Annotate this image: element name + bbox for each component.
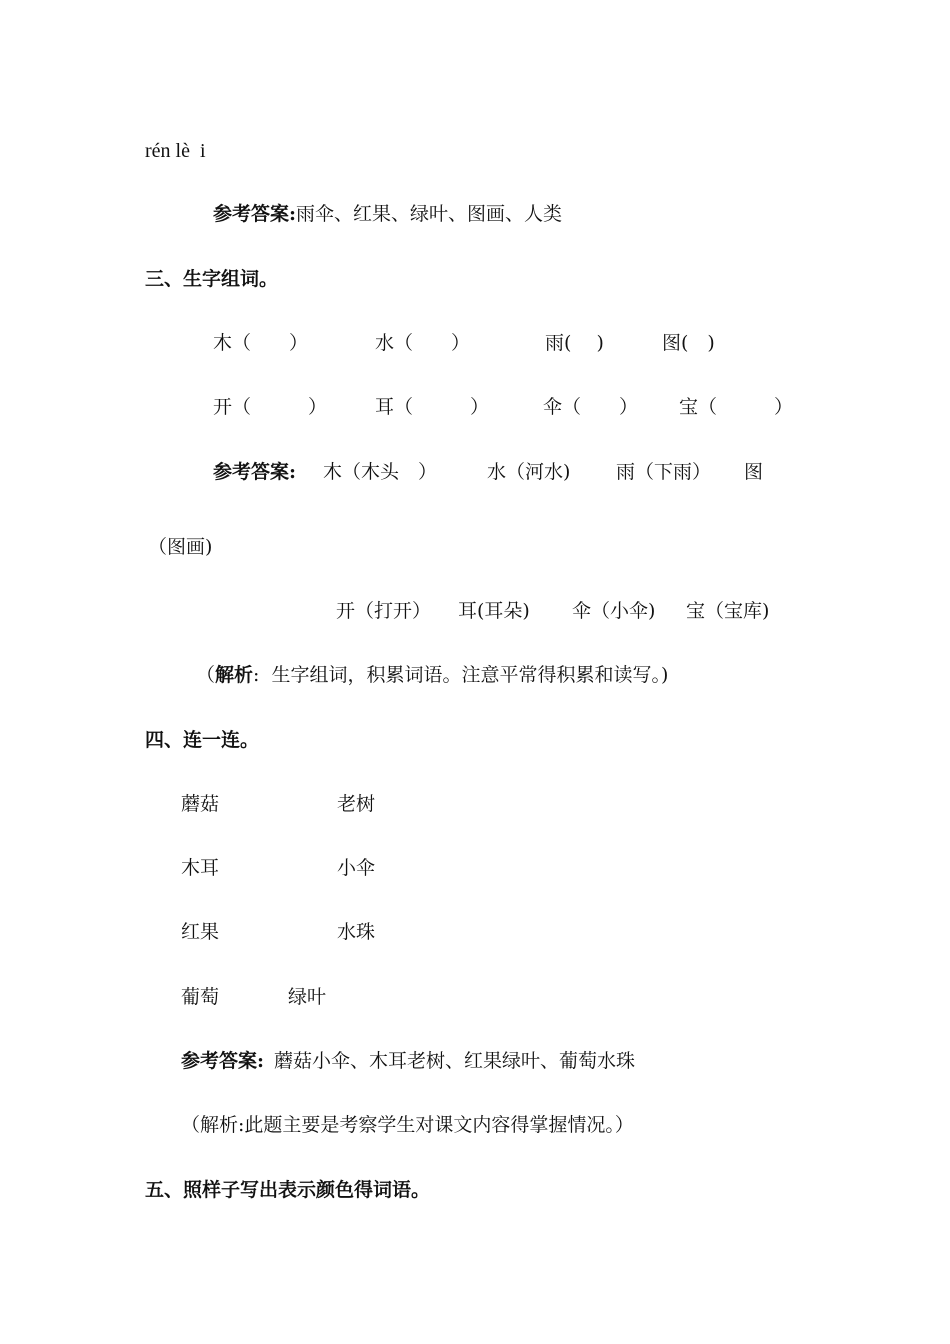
answer-text: 雨伞、红果、绿叶、图画、人类: [296, 203, 563, 225]
analysis-text: : 生字组词，积累词语。注意平常得积累和读写。): [253, 664, 669, 686]
match-right: 小伞: [337, 857, 376, 879]
section5-heading: 五、照样子写出表示颜色得词语。: [145, 1179, 431, 1201]
word-blank: 水（ ）: [375, 332, 471, 354]
answer-item: 雨（下雨）: [616, 461, 712, 483]
answer-item: 耳(耳朵): [458, 600, 530, 622]
word-blank: 雨( ): [545, 332, 604, 354]
section3-answer-label: 参考答案:: [213, 461, 297, 483]
match-left: 葡萄: [181, 986, 220, 1008]
match-right: 绿叶: [288, 986, 327, 1008]
match-left: 蘑菇: [181, 793, 220, 815]
word-blank: 木（ ）: [213, 332, 309, 354]
word-blank: 宝（ ）: [679, 396, 794, 418]
match-right: 水珠: [337, 921, 376, 943]
section3-heading: 三、生字组词。: [145, 268, 279, 290]
word-blank: 图( ): [662, 332, 715, 354]
match-left: 红果: [181, 921, 220, 943]
answer-label: 参考答案:: [181, 1050, 265, 1072]
answer-item: 伞（小伞): [572, 600, 656, 622]
analysis-open: （: [196, 664, 216, 686]
word-blank: 耳（ ）: [375, 396, 490, 418]
match-left: 木耳: [181, 857, 220, 879]
word-blank: 伞（ ）: [543, 396, 639, 418]
answer-item: 图: [744, 461, 764, 483]
answer-continuation: （图画): [148, 536, 213, 558]
match-right: 老树: [337, 793, 376, 815]
section3-analysis: [196, 663, 668, 687]
answer-label: 参考答案:: [213, 203, 297, 225]
answer-item: 宝（宝库): [686, 600, 770, 622]
answer-item: 水（河水): [487, 461, 571, 483]
section4-heading: 四、连一连。: [145, 729, 260, 751]
answer-item: 木（木头 ）: [323, 461, 438, 483]
section4-answer: [181, 1049, 635, 1073]
section2-answer: [213, 202, 562, 226]
answer-text: 蘑菇小伞、木耳老树、红果绿叶、葡萄水珠: [274, 1050, 636, 1072]
answer-item: 开（打开）: [336, 600, 432, 622]
analysis-label: 解析: [215, 664, 254, 686]
section4-analysis: （解析:此题主要是考察学生对课文内容得掌握情况。）: [181, 1114, 634, 1136]
word-blank: 开（ ）: [213, 396, 328, 418]
pinyin-line: rén lè i: [145, 140, 206, 162]
